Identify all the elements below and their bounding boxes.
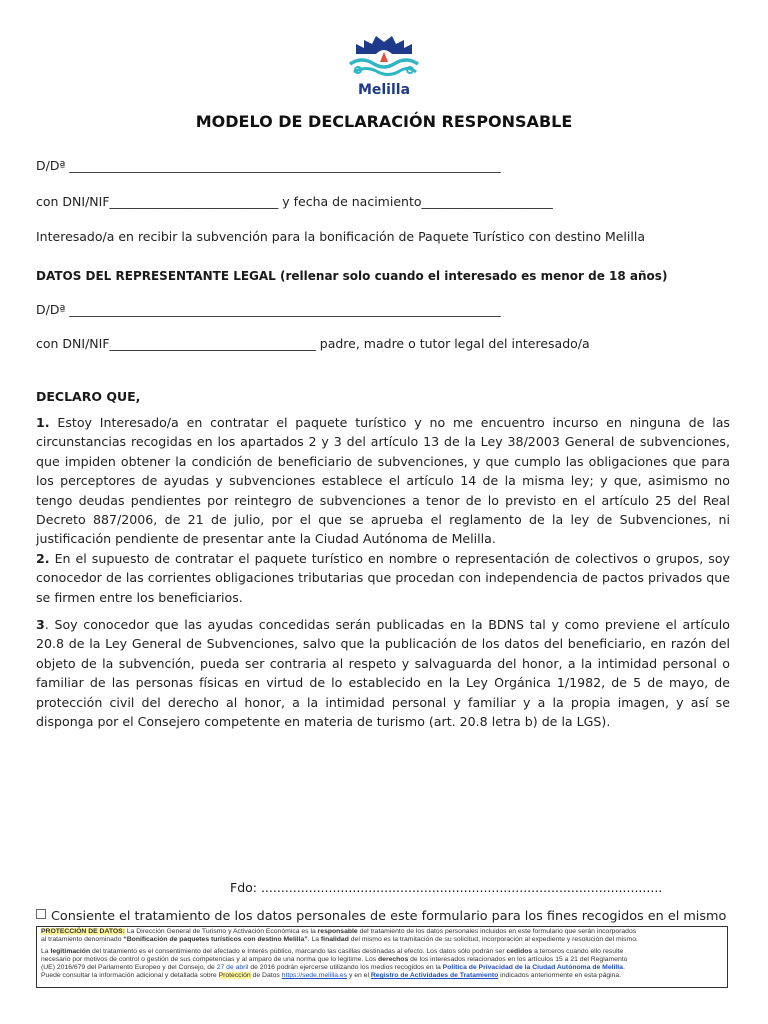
legal-text: (UE) 2016/679 del Parlamento Europeo y del Consejo, de bbox=[41, 964, 217, 971]
legal-text: del tratamiento es el consentimiento del afectado e Interés público, marcando las casillas destinadas al efecto. Los datos sólo podrán ser bbox=[90, 948, 507, 955]
legal-bold: responsable bbox=[317, 928, 358, 935]
declaration-item-3 bbox=[36, 615, 730, 731]
legal-text: . bbox=[622, 964, 625, 971]
legal-text: necesario por motivos de control o gestión de sus competencias y al amparo de una norma que lo legitime. Los bbox=[41, 956, 379, 963]
legal-text: a terceros cuando ello resulte bbox=[532, 948, 624, 955]
document-title: MODELO DE DECLARACIÓN RESPONSABLE bbox=[195, 112, 573, 131]
registry-link[interactable]: Registro de Actividades de Tratamiento bbox=[370, 972, 499, 979]
legal-text: y en el bbox=[347, 972, 371, 979]
birthdate-field[interactable]: _____________________ bbox=[421, 194, 553, 209]
legal-text: indicados anteriormente en esta página. bbox=[498, 972, 622, 979]
declaration-item-3-number: 3 bbox=[36, 617, 45, 632]
legal-date: 27 de abril bbox=[216, 964, 249, 971]
melilla-logo bbox=[340, 34, 428, 104]
declaration-item-2-text: En el supuesto de contratar el paquete turístico en nombre o representación de colectivos o grupos, soy conocedor de las corrientes obligaciones tributarias que procedan con independencia de pactos privados que se firmen entre los beneficiarios. bbox=[36, 551, 730, 605]
legal-text: al tratamiento denominado bbox=[41, 936, 124, 943]
applicant-dni-field[interactable]: con DNI/NIF___________________________ bbox=[36, 194, 279, 209]
declaration-item-2 bbox=[36, 549, 730, 607]
legal-text: de Datos bbox=[250, 972, 282, 979]
legal-highlight: Protección bbox=[218, 972, 251, 979]
legal-bold: legitimación bbox=[50, 948, 91, 955]
declaration-item-1 bbox=[36, 413, 730, 549]
consent-label: Consiente el tratamiento de los datos personales de este formulario para los fines recogidos en el mismo bbox=[51, 909, 727, 924]
legal-line bbox=[41, 956, 723, 964]
legal-line bbox=[41, 972, 723, 980]
legal-bold: “Bonificación de paquetes turísticos con destino Melilla” bbox=[123, 936, 308, 943]
signature-line[interactable]: Fdo: ..................................................................................................... bbox=[230, 880, 663, 895]
legal-line bbox=[41, 936, 723, 944]
legal-text: de los interesados relacionados en los artículos 15 a 21 del Reglamento bbox=[408, 956, 628, 963]
privacy-policy-link[interactable]: Política de Privacidad de la Ciudad Autónoma de Melilla bbox=[442, 964, 623, 971]
legal-bold: finalidad bbox=[320, 936, 349, 943]
legal-line bbox=[41, 964, 723, 972]
representative-dni-row bbox=[36, 336, 590, 351]
representative-heading: DATOS DEL REPRESENTANTE LEGAL (rellenar solo cuando el interesado es menor de 18 años) bbox=[36, 269, 668, 283]
legal-line bbox=[41, 948, 723, 956]
data-protection-notice bbox=[36, 926, 728, 988]
representative-role-label: padre, madre o tutor legal del interesado/a bbox=[319, 336, 590, 351]
legal-bold: derechos bbox=[378, 956, 409, 963]
sede-link[interactable]: https://sede.melilla.es bbox=[281, 972, 348, 979]
legal-text: La Dirección General de Turismo y Activación Económica es la bbox=[124, 928, 318, 935]
applicant-name-field[interactable]: D/Dª _____________________________________________________________________ bbox=[36, 158, 501, 173]
legal-line bbox=[41, 928, 723, 936]
interest-statement: Interesado/a en recibir la subvención para la bonificación de Paquete Turístico con destino Melilla bbox=[36, 229, 645, 244]
legal-heading: PROTECCIÓN DE DATOS: bbox=[41, 928, 125, 935]
representative-dni-field[interactable]: con DNI/NIF_________________________________ bbox=[36, 336, 316, 351]
legal-bold: cedidos bbox=[506, 948, 533, 955]
legal-text: del mismo es la tramitación de su solicitud, incorporación al expediente y resolución del mismo. bbox=[348, 936, 638, 943]
applicant-dni-row bbox=[36, 194, 553, 209]
birthdate-label: y fecha de nacimiento bbox=[282, 194, 422, 209]
declaration-item-1-text: Estoy Interesado/a en contratar el paquete turístico y no me encuentro incurso en ninguna de las circunstancias recogidas en los apartados 2 y 3 del artículo 13 de la Ley 38/2003 General de subvenciones, que impiden obtener la condición de beneficiario de subvenciones, y que cumplo las obligaciones que para los perceptores de ayudas y subvenciones establece el artículo 14 de la misma ley; y que, asimismo no tengo deudas pendientes por reintegro de subvenciones a tenor de lo previsto en el artículo 25 del Real Decreto 887/2006, de 21 de julio, por el que se aprueba el reglamento de la ley de Subvenciones, ni justificación pendiente de presentar ante la Ciudad Autónoma de Melilla. bbox=[36, 415, 730, 547]
consent-checkbox[interactable] bbox=[36, 909, 46, 919]
legal-text: La bbox=[41, 948, 51, 955]
melilla-crest-icon bbox=[342, 34, 426, 84]
legal-text: . La bbox=[307, 936, 321, 943]
declaration-heading: DECLARO QUE, bbox=[36, 389, 141, 404]
representative-name-field[interactable]: D/Dª _____________________________________________________________________ bbox=[36, 302, 501, 317]
legal-text: del tratamiento de los datos personales incluidos en este formulario que serán incorporados bbox=[357, 928, 637, 935]
logo-wordmark: Melilla bbox=[357, 82, 411, 98]
consent-row bbox=[36, 909, 726, 924]
legal-text: Puede consultar la información adicional y detallada sobre bbox=[41, 972, 219, 979]
legal-text: de 2016 podrán ejercerse utilizando los medios recogidos en la bbox=[248, 964, 443, 971]
declaration-item-3-text: . Soy conocedor que las ayudas concedidas serán publicadas en la BDNS tal y como previene el artículo 20.8 de la Ley General de Subvenciones, salvo que la publicación de los datos del beneficiario, en razón del objeto de la subvención, pueda ser contraria al respeto y salvaguarda del honor, a la intimidad personal o familiar de las personas físicas en virtud de lo establecido en la Ley Orgánica 1/1982, de 5 de mayo, de protección civil del derecho al honor, a la intimidad personal y familiar y a la propia imagen, y así se disponga por el Consejero competente en materia de turismo (art. 20.8 letra b) de la LGS). bbox=[36, 617, 730, 730]
declaration-item-1-number: 1. bbox=[36, 415, 50, 430]
declaration-item-2-number: 2. bbox=[36, 551, 50, 566]
